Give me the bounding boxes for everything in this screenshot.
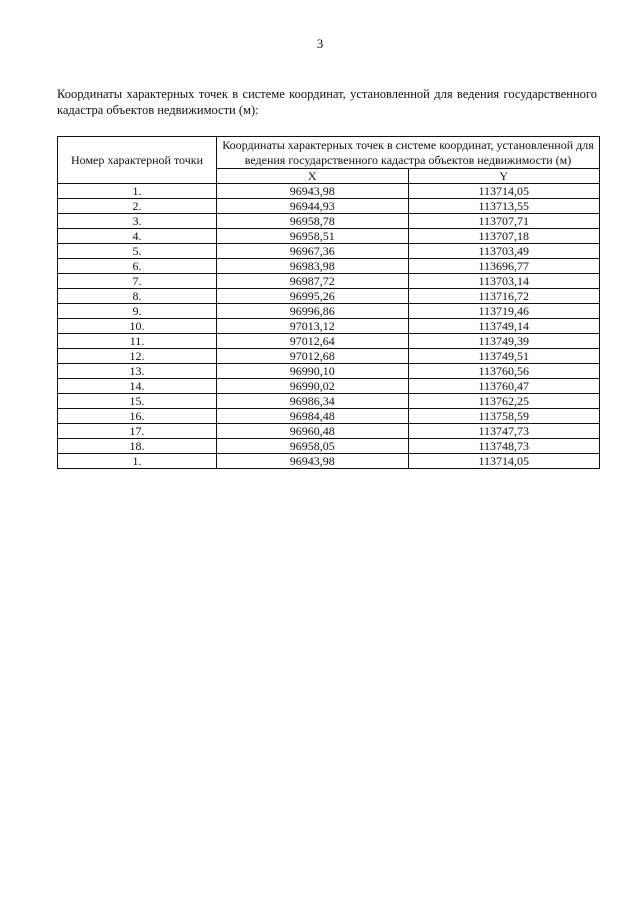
table-row [58,334,600,349]
x-coordinate-cell: 96943,98 [217,454,409,469]
page-number: 3 [316,36,324,51]
point-number-cell: 6. [58,259,217,274]
y-coordinate-cell: 113748,73 [408,439,600,454]
table-row [58,184,600,199]
table-row [58,274,600,289]
x-coordinate-cell: 96995,26 [217,289,409,304]
x-coordinate-cell: 96958,05 [217,439,409,454]
table-row [58,364,600,379]
table-row [58,439,600,454]
point-number-cell: 5. [58,244,217,259]
point-number-cell: 3. [58,214,217,229]
x-coordinate-cell: 96960,48 [217,424,409,439]
y-coordinate-cell: 113760,56 [408,364,600,379]
x-coordinate-cell: 97012,64 [217,334,409,349]
y-coordinate-cell: 113747,73 [408,424,600,439]
header-coordinates: Координаты характерных точек в системе координат, установленной для ведения государственного кадастра объектов недвижимости (м) [217,137,600,169]
y-coordinate-cell: 113707,71 [408,214,600,229]
point-number-cell: 2. [58,199,217,214]
x-coordinate-cell: 96987,72 [217,274,409,289]
x-coordinate-cell: 96983,98 [217,259,409,274]
y-coordinate-cell: 113696,77 [408,259,600,274]
table-row [58,409,600,424]
table-row [58,259,600,274]
y-coordinate-cell: 113714,05 [408,454,600,469]
x-coordinate-cell: 97012,68 [217,349,409,364]
x-coordinate-cell: 96944,93 [217,199,409,214]
table-row [58,454,600,469]
table-row [58,199,600,214]
point-number-cell: 4. [58,229,217,244]
y-coordinate-cell: 113760,47 [408,379,600,394]
y-coordinate-cell: 113714,05 [408,184,600,199]
x-coordinate-cell: 97013,12 [217,319,409,334]
point-number-cell: 16. [58,409,217,424]
table-row [58,214,600,229]
point-number-cell: 10. [58,319,217,334]
y-coordinate-cell: 113762,25 [408,394,600,409]
table-row [58,379,600,394]
table-row [58,289,600,304]
point-number-cell: 14. [58,379,217,394]
y-coordinate-cell: 113758,59 [408,409,600,424]
point-number-cell: 1. [58,184,217,199]
x-coordinate-cell: 96990,02 [217,379,409,394]
y-coordinate-cell: 113707,18 [408,229,600,244]
point-number-cell: 18. [58,439,217,454]
coordinates-table [57,136,600,469]
table-row [58,319,600,334]
x-coordinate-cell: 96943,98 [217,184,409,199]
table-row [58,229,600,244]
point-number-cell: 13. [58,364,217,379]
point-number-cell: 12. [58,349,217,364]
header-x: X [217,169,409,184]
y-coordinate-cell: 113749,51 [408,349,600,364]
x-coordinate-cell: 96967,36 [217,244,409,259]
table-body [58,184,600,469]
table-row [58,424,600,439]
table-row [58,244,600,259]
x-coordinate-cell: 96958,51 [217,229,409,244]
y-coordinate-cell: 113749,39 [408,334,600,349]
x-coordinate-cell: 96958,78 [217,214,409,229]
y-coordinate-cell: 113749,14 [408,319,600,334]
y-coordinate-cell: 113703,14 [408,274,600,289]
y-coordinate-cell: 113719,46 [408,304,600,319]
y-coordinate-cell: 113713,55 [408,199,600,214]
point-number-cell: 17. [58,424,217,439]
point-number-cell: 11. [58,334,217,349]
y-coordinate-cell: 113716,72 [408,289,600,304]
table-row [58,304,600,319]
table-row [58,394,600,409]
header-point-number: Номер характерной точки [58,137,217,184]
x-coordinate-cell: 96986,34 [217,394,409,409]
x-coordinate-cell: 96996,86 [217,304,409,319]
y-coordinate-cell: 113703,49 [408,244,600,259]
header-y: Y [408,169,600,184]
point-number-cell: 9. [58,304,217,319]
point-number-cell: 8. [58,289,217,304]
x-coordinate-cell: 96990,10 [217,364,409,379]
table-row [58,349,600,364]
intro-paragraph: Координаты характерных точек в системе координат, установленной для ведения государственного кадастра объектов недвижимости (м): [57,87,597,117]
point-number-cell: 1. [58,454,217,469]
point-number-cell: 7. [58,274,217,289]
x-coordinate-cell: 96984,48 [217,409,409,424]
point-number-cell: 15. [58,394,217,409]
